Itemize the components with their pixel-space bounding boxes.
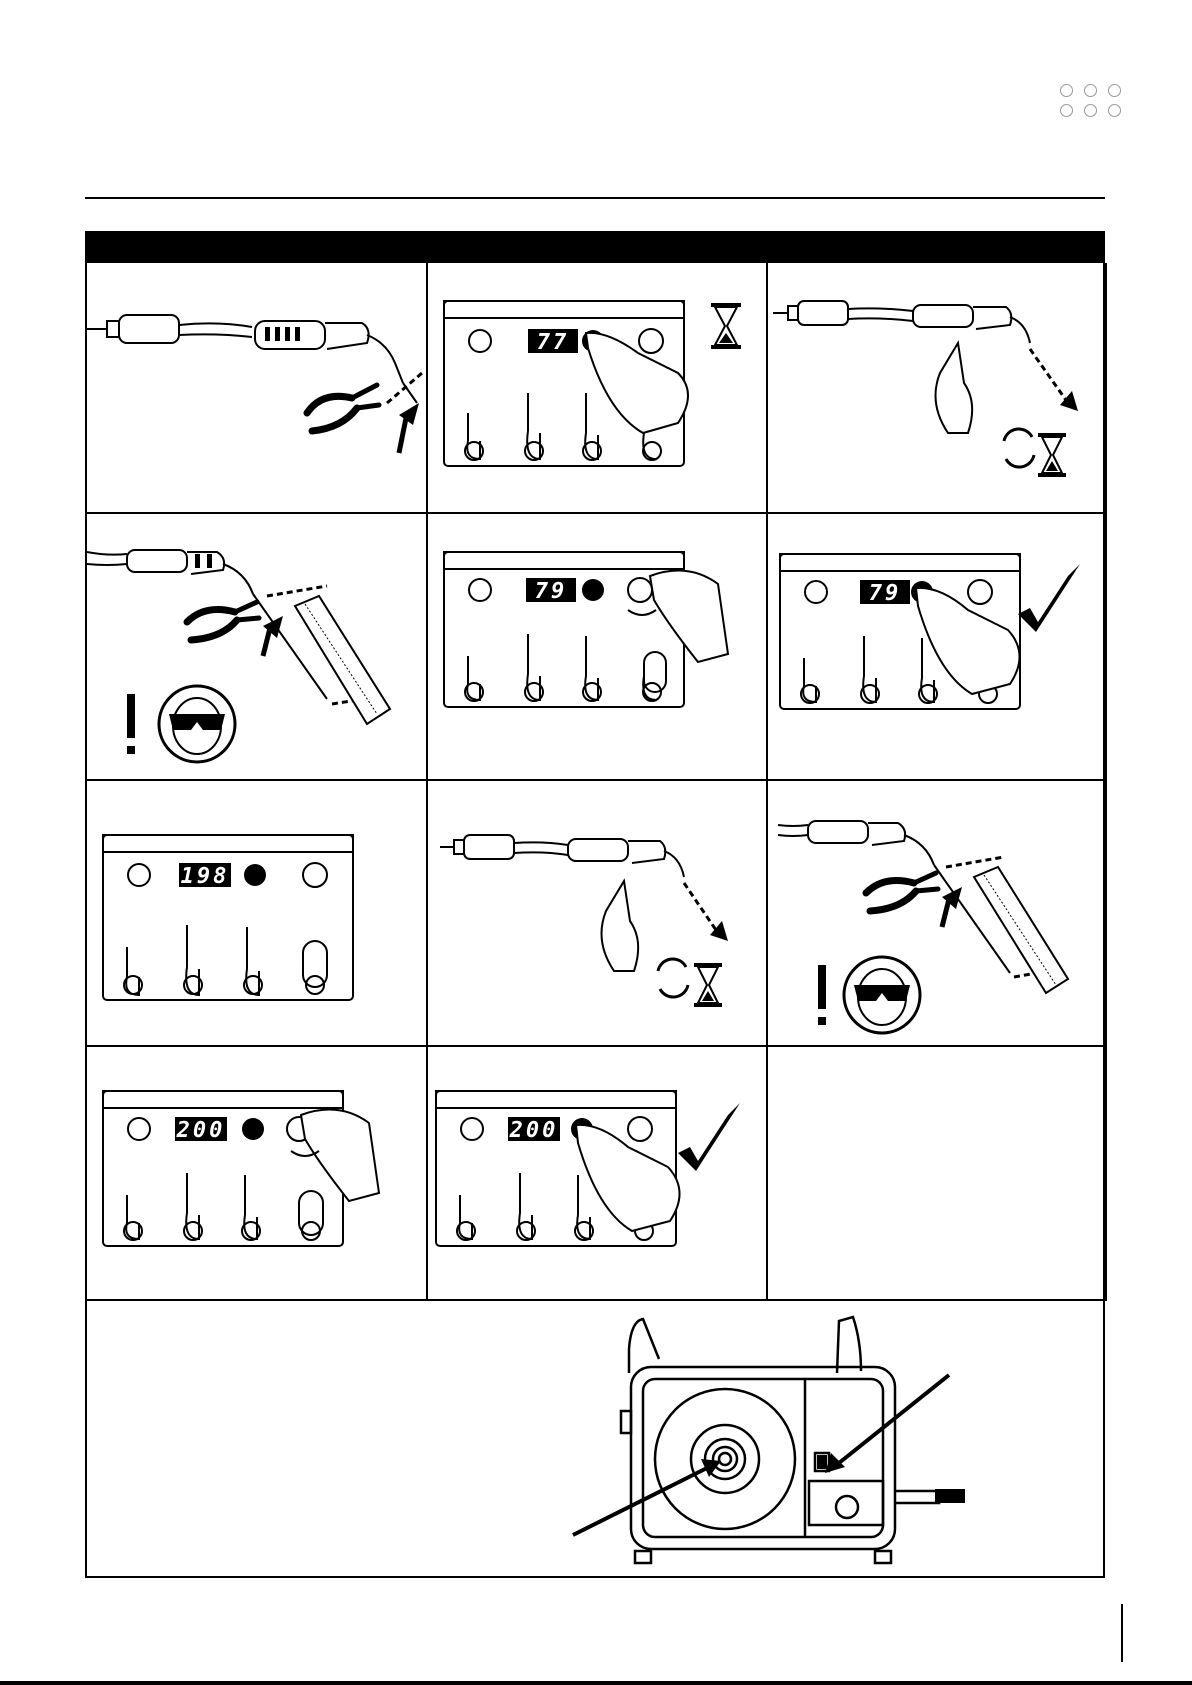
step-confirm-79 bbox=[768, 514, 1107, 781]
tension-knob-arrow bbox=[825, 1375, 949, 1473]
led-display-value: 77 bbox=[536, 330, 570, 355]
warning-exclamation-icon bbox=[818, 965, 826, 1025]
wire-cutter-icon bbox=[307, 385, 379, 431]
control-panel-illustration bbox=[428, 263, 768, 514]
checkmark-icon bbox=[1018, 564, 1080, 632]
step-display-198 bbox=[87, 781, 428, 1047]
control-panel-confirm-illustration bbox=[768, 514, 1107, 781]
pointing-hand-icon bbox=[586, 333, 688, 433]
hand-gesture-icon bbox=[602, 881, 639, 971]
control-panel-knob-200-illustration bbox=[87, 1047, 428, 1301]
step-cut-and-measure bbox=[87, 514, 428, 781]
instruction-table bbox=[85, 231, 1105, 1578]
led-display-value: 79 bbox=[868, 581, 902, 606]
control-panel-198-illustration bbox=[87, 781, 428, 1047]
safety-goggles-icon bbox=[844, 957, 920, 1033]
hand-gesture-icon bbox=[936, 343, 973, 433]
up-arrow-icon bbox=[942, 887, 962, 927]
cut-measure-illustration-2 bbox=[768, 781, 1107, 1047]
warning-exclamation-icon bbox=[127, 694, 135, 754]
welding-torch-cut-illustration bbox=[87, 263, 428, 514]
header-rule bbox=[85, 197, 1105, 199]
wire-cutter-icon bbox=[187, 602, 259, 640]
step-cut-and-measure-2 bbox=[768, 781, 1107, 1047]
empty-cell bbox=[768, 1047, 1107, 1301]
control-panel-knob-illustration bbox=[428, 514, 768, 781]
hand-turning-knob-icon bbox=[650, 571, 728, 662]
up-arrow-icon bbox=[399, 403, 419, 453]
up-arrow-icon bbox=[263, 616, 283, 656]
wire-cutter-icon bbox=[866, 873, 938, 911]
ruler-icon bbox=[295, 596, 390, 724]
hourglass-icon bbox=[1038, 433, 1066, 477]
led-display-value: 200 bbox=[176, 1118, 226, 1143]
pointing-hand-icon bbox=[916, 588, 1020, 694]
control-panel-confirm-200-illustration bbox=[428, 1047, 768, 1301]
led-display-value: 198 bbox=[180, 864, 230, 889]
ruler-icon bbox=[974, 867, 1068, 993]
checkmark-icon bbox=[678, 1103, 740, 1171]
page-margin-mark bbox=[1121, 1604, 1123, 1662]
machine-overview bbox=[87, 1301, 1107, 1580]
step-turn-knob-display-200 bbox=[87, 1047, 428, 1301]
decorative-dot-grid bbox=[1060, 84, 1130, 120]
hourglass-icon bbox=[694, 963, 722, 1007]
welding-machine-illustration bbox=[87, 1301, 1107, 1580]
table-header-bar bbox=[87, 233, 1103, 263]
led-display-value: 200 bbox=[509, 1118, 559, 1143]
safety-goggles-icon bbox=[159, 686, 235, 762]
torch-feed-illustration-2 bbox=[428, 781, 768, 1047]
cut-measure-illustration bbox=[87, 514, 428, 781]
step-cut-wire-tip bbox=[87, 263, 428, 514]
rotate-arrow-icon bbox=[628, 610, 656, 615]
step-confirm-200 bbox=[428, 1047, 768, 1301]
led-display-value: 79 bbox=[534, 579, 568, 604]
step-feed-wire-2 bbox=[428, 781, 768, 1047]
step-press-button-display-77 bbox=[428, 263, 768, 514]
refresh-icon bbox=[1004, 429, 1034, 467]
refresh-icon bbox=[658, 959, 688, 997]
bottom-rule bbox=[0, 1681, 1192, 1685]
torch-feed-illustration bbox=[768, 263, 1107, 514]
step-turn-knob-display-79 bbox=[428, 514, 768, 781]
hourglass-icon bbox=[711, 303, 741, 349]
step-feed-wire bbox=[768, 263, 1107, 514]
pointing-hand-icon bbox=[576, 1125, 680, 1231]
